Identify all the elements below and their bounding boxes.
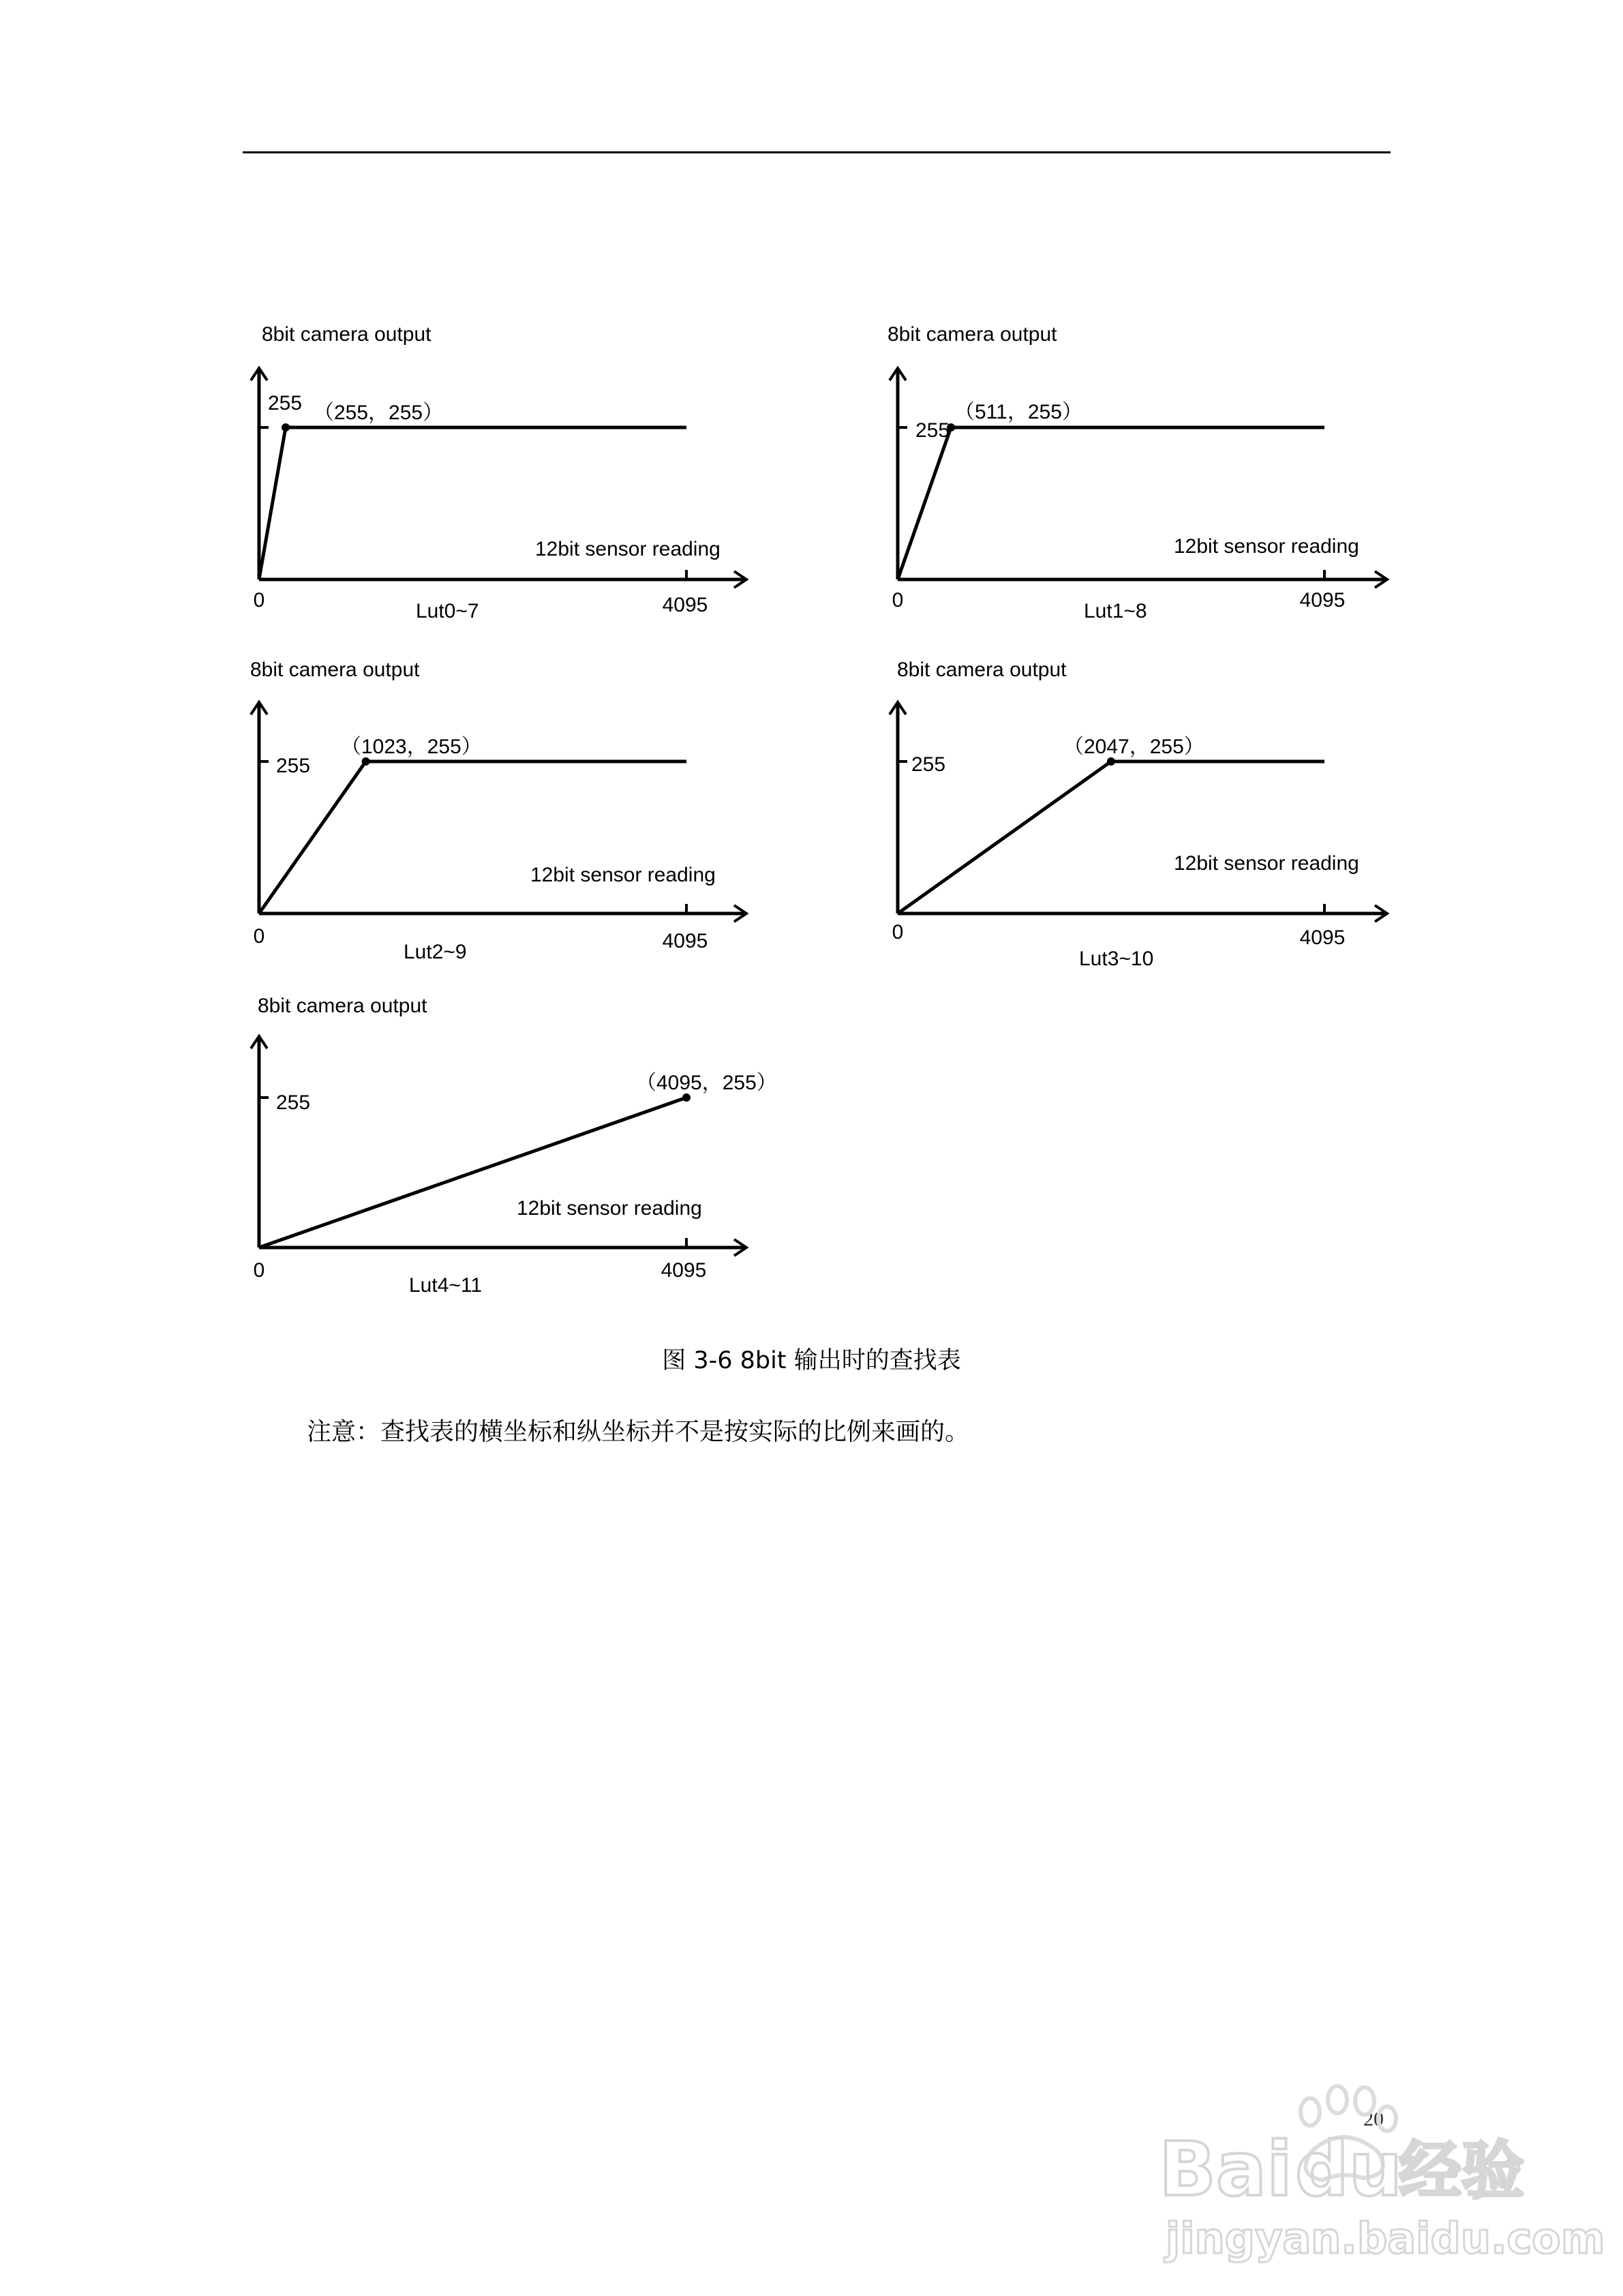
x-tick-label-4095: 4095 (662, 594, 708, 616)
y-axis-title: 8bit camera output (258, 995, 427, 1017)
lut-label: Lut2~9 (404, 941, 467, 963)
knee-label: （255，255） (314, 402, 444, 424)
note-text: 注意：查找表的横坐标和纵坐标并不是按实际的比例来画的。 (307, 1418, 970, 1446)
knee-label: （4095，255） (636, 1072, 777, 1094)
y-axis-title: 8bit camera output (888, 323, 1057, 346)
x-tick-label-0: 0 (892, 921, 904, 943)
y-tick-label: 255 (911, 753, 946, 776)
x-tick-label-4095: 4095 (661, 1259, 707, 1282)
y-axis-title: 8bit camera output (897, 659, 1067, 681)
x-axis-title: 12bit sensor reading (517, 1197, 702, 1220)
lut-label: Lut3~10 (1079, 948, 1154, 970)
x-tick-label-4095: 4095 (1299, 926, 1346, 949)
svg-text:经验: 经验 (1399, 2134, 1525, 2207)
lut-label: Lut4~11 (409, 1274, 483, 1297)
knee-label: （1023，255） (341, 736, 482, 758)
page-number: 20 (1363, 2108, 1384, 2130)
svg-text:du: du (1295, 2126, 1403, 2213)
knee-point (362, 757, 370, 766)
y-tick-label: 255 (276, 755, 311, 777)
knee-point (282, 423, 290, 432)
lut-curve (898, 761, 1324, 913)
y-tick-label: 255 (268, 392, 303, 414)
lut-curve (259, 761, 686, 913)
lut-curve (259, 1098, 686, 1248)
baidu-jingyan-watermark (1159, 2059, 1605, 2263)
knee-label: （2047，255） (1063, 736, 1204, 758)
x-axis-title: 12bit sensor reading (1174, 852, 1359, 875)
x-axis-title: 12bit sensor reading (535, 538, 721, 560)
lut-label: Lut1~8 (1084, 600, 1147, 622)
knee-point (682, 1093, 691, 1102)
knee-label: （511，255） (954, 401, 1082, 423)
x-tick-label-0: 0 (253, 925, 265, 948)
knee-point (1107, 757, 1115, 766)
svg-text:jingyan.baidu.com: jingyan.baidu.com (1166, 2214, 1605, 2263)
x-tick-label-0: 0 (253, 1259, 265, 1282)
lut-label: Lut0~7 (416, 600, 479, 622)
x-axis-title: 12bit sensor reading (1174, 535, 1359, 558)
y-axis-title: 8bit camera output (262, 323, 431, 346)
svg-text:Bai: Bai (1159, 2126, 1292, 2213)
y-tick-label: 255 (276, 1091, 311, 1114)
x-tick-label-4095: 4095 (1299, 589, 1346, 611)
y-axis-title: 8bit camera output (250, 659, 420, 681)
x-axis-title: 12bit sensor reading (530, 864, 716, 886)
x-tick-label-0: 0 (253, 589, 265, 611)
x-tick-label-4095: 4095 (662, 930, 708, 952)
y-tick-label: 255 (915, 419, 950, 442)
x-tick-label-0: 0 (892, 589, 904, 611)
figure-caption: 图 3-6 8bit 输出时的查找表 (662, 1347, 961, 1374)
